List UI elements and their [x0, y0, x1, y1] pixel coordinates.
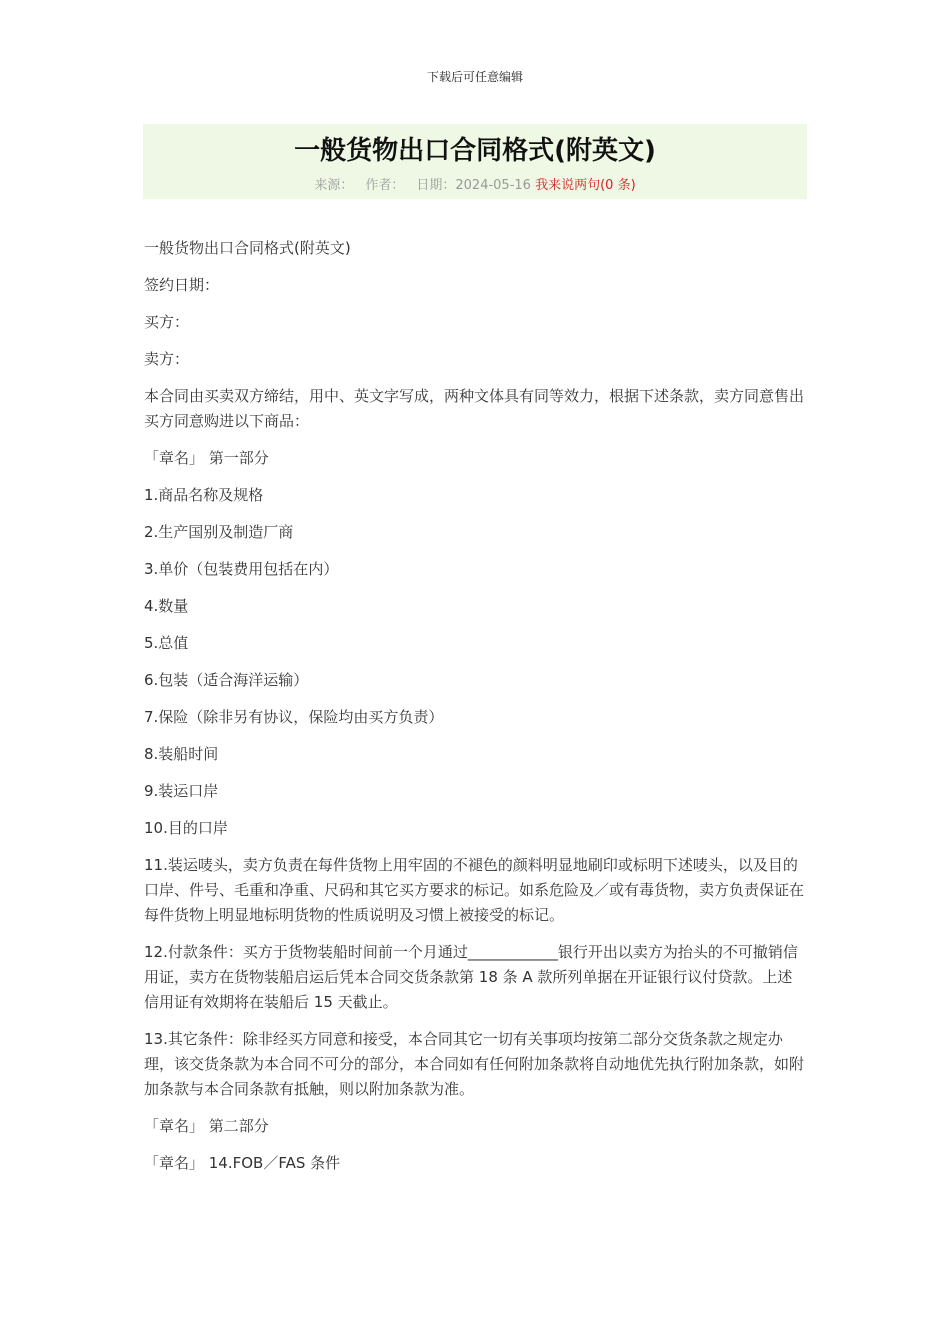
paragraph: 2.生产国别及制造厂商	[144, 523, 294, 541]
paragraph: 5.总值	[144, 634, 189, 652]
paragraph: 3.单价（包装费用包括在内）	[144, 560, 339, 578]
article-header	[143, 124, 807, 199]
paragraph: 1.商品名称及规格	[144, 486, 264, 504]
paragraph: 买方：	[144, 313, 190, 331]
paragraph: 12.付款条件：买方于货物装船时间前一个月通过____________银行开出以卖方为抬头的不可撤销信用证，卖方在货物装船启运后凭本合同交货条款第 18 条 A 款所列单据在开证银行议付贷款。上述信用证有效期将在装船后 15 天截止。	[144, 943, 798, 1011]
paragraph: 4.数量	[144, 597, 189, 615]
paragraph: 本合同由买卖双方缔结，用中、英文字写成，两种文体具有同等效力，根据下述条款，卖方同意售出买方同意购进以下商品：	[144, 387, 805, 430]
paragraph: 7.保险（除非另有协议，保险均由买方负责）	[144, 708, 444, 726]
paragraph: 6.包装（适合海洋运输）	[144, 671, 309, 689]
paragraph: 8.装船时间	[144, 745, 219, 763]
paragraph: 11.装运唛头，卖方负责在每件货物上用牢固的不褪色的颜料明显地刷印或标明下述唛头，以及目的口岸、件号、毛重和净重、尺码和其它买方要求的标记。如系危险及／或有毒货物，卖方负责保证在每件货物上明显地标明货物的性质说明及习惯上被接受的标记。	[144, 856, 805, 924]
paragraph: 9.装运口岸	[144, 782, 219, 800]
paragraph: 卖方：	[144, 350, 190, 368]
source-label: 来源：	[314, 178, 354, 193]
article-meta	[143, 178, 807, 194]
paragraph: 「章名」 14.FOB／FAS 条件	[144, 1154, 341, 1172]
article-body	[144, 236, 804, 1188]
paragraph: 「章名」 第二部分	[144, 1117, 269, 1135]
paragraph: 「章名」 第一部分	[144, 449, 269, 467]
page-title: 一般货物出口合同格式(附英文)	[294, 136, 656, 166]
paragraph: 一般货物出口合同格式(附英文)	[144, 239, 351, 257]
paragraph: 10.目的口岸	[144, 819, 228, 837]
header-note: 下载后可任意编辑	[426, 70, 523, 84]
date-value: 2024-05-16	[455, 178, 531, 193]
paragraph: 签约日期：	[144, 276, 220, 294]
date-label: 日期：	[416, 178, 456, 193]
author-label: 作者：	[365, 178, 405, 193]
paragraph: 13.其它条件：除非经买方同意和接受，本合同其它一切有关事项均按第二部分交货条款之规定办理，该交货条款为本合同不可分的部分，本合同如有任何附加条款将自动地优先执行附加条款，如附加条款与本合同条款有抵触，则以附加条款为准。	[144, 1030, 805, 1098]
comment-link[interactable]: 我来说两句(0 条)	[535, 178, 636, 193]
